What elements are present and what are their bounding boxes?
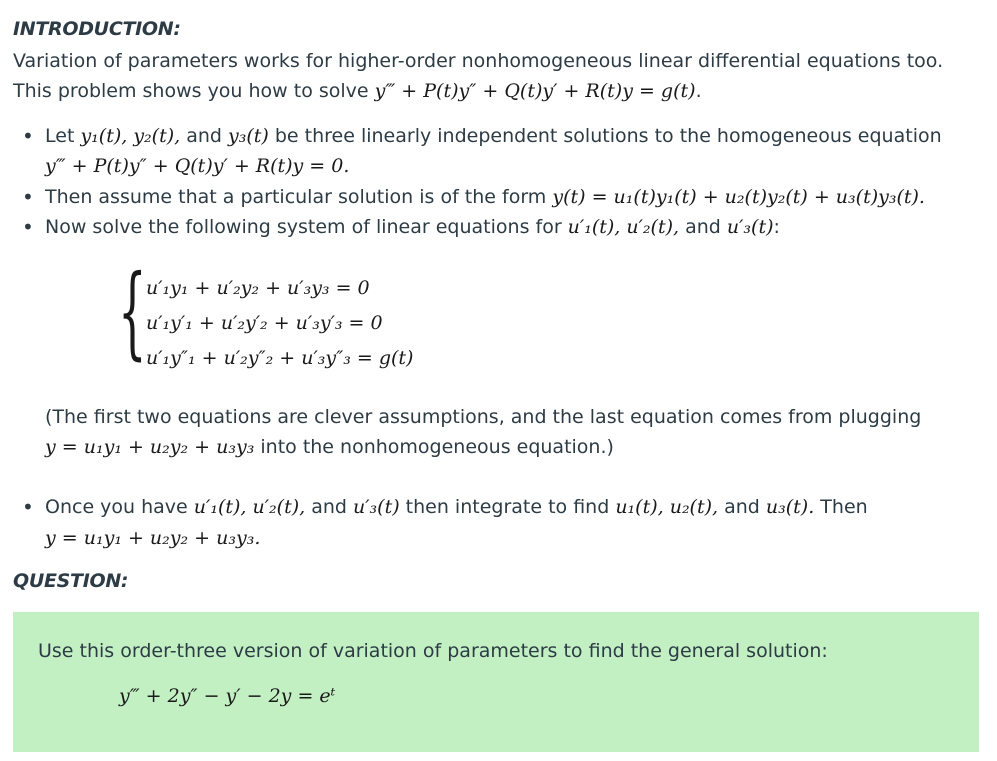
bullet-4-math-1: u′₁(t), u′₂(t), (193, 496, 306, 518)
bullet-4-math-3: u₁(t), u₂(t), (615, 496, 719, 518)
bullet-dot-2: • (22, 185, 34, 209)
homogeneous-equation: y‴ + P(t)y″ + Q(t)y′ + R(t)y = 0. (45, 155, 350, 177)
particular-solution-form: y(t) = u₁(t)y₁(t) + u₂(t)y₂(t) + u₃(t)y₃(t). (552, 186, 925, 208)
bullet-dot-3: • (22, 215, 34, 239)
bullet-2-text: Then assume that a particular solution is of the form (45, 186, 553, 208)
question-prompt: Use this order-three version of variation of parameters to find the general solution: (38, 640, 828, 662)
bullet-3-math-1: u′₁(t), u′₂(t), (567, 216, 680, 238)
system-equation-2: u′₁y′₁ + u′₂y′₂ + u′₃y′₃ = 0 (146, 312, 383, 334)
bullet-3-text-2: and (679, 216, 727, 238)
question-equation: y‴ + 2y″ − y′ − 2y = eᵗ (119, 685, 336, 707)
bullet-3-text: Now solve the following system of linear equations for (45, 216, 568, 238)
bullet-3-end: : (773, 216, 780, 238)
bullet-4-line-1 (45, 496, 868, 518)
bullet-1-text-3: be three linearly independent solutions to the homogeneous equation (268, 125, 942, 147)
bullet-dot-1: • (22, 124, 34, 148)
question-box (13, 612, 979, 752)
intro-line-2-end: . (695, 80, 702, 102)
bullet-1-math-2: y₃(t) (228, 125, 269, 147)
bullet-4-text-4: and (718, 496, 766, 518)
bullet-3-math-2: u′₃(t) (726, 216, 774, 238)
note-line-1: (The first two equations are clever assumptions, and the last equation comes from plugging (45, 406, 922, 428)
intro-line-1: Variation of parameters works for higher-order nonhomogeneous linear differential equations too. (13, 50, 944, 72)
bullet-3-line (45, 216, 780, 238)
bullet-1-text-2: and (180, 125, 229, 147)
bullet-4-math-2: u′₃(t) (352, 496, 400, 518)
bullet-1-line-1 (45, 125, 942, 147)
note-text: into the nonhomogeneous equation.) (254, 436, 614, 458)
intro-heading: INTRODUCTION: (13, 18, 181, 40)
intro-line-2-text: This problem shows you how to solve (13, 80, 375, 102)
system-equation-3: u′₁y″₁ + u′₂y″₂ + u′₃y″₃ = g(t) (146, 347, 414, 369)
question-heading: QUESTION: (13, 570, 129, 592)
bullet-4-text-1: Once you have (45, 496, 194, 518)
note-math: y = u₁y₁ + u₂y₂ + u₃y₃ (45, 436, 255, 458)
system-equation-1: u′₁y₁ + u′₂y₂ + u′₃y₃ = 0 (146, 277, 370, 299)
bullet-4-text-2: and (305, 496, 353, 518)
bullet-dot-4: • (22, 495, 34, 519)
left-brace: { (118, 253, 147, 370)
bullet-1-math-1: y₁(t), y₂(t), (80, 125, 181, 147)
intro-line-2 (13, 80, 702, 102)
nonhomogeneous-equation: y‴ + P(t)y″ + Q(t)y′ + R(t)y = g(t) (374, 80, 696, 102)
bullet-1-text: Let (45, 125, 81, 147)
bullet-4-math-4: u₃(t). (765, 496, 815, 518)
general-solution-form: y = u₁y₁ + u₂y₂ + u₃y₃. (45, 527, 261, 549)
bullet-4-text-5: Then (814, 496, 868, 518)
bullet-4-text-3: then integrate to find (399, 496, 616, 518)
bullet-2-line (45, 186, 925, 208)
note-line-2 (45, 436, 614, 458)
